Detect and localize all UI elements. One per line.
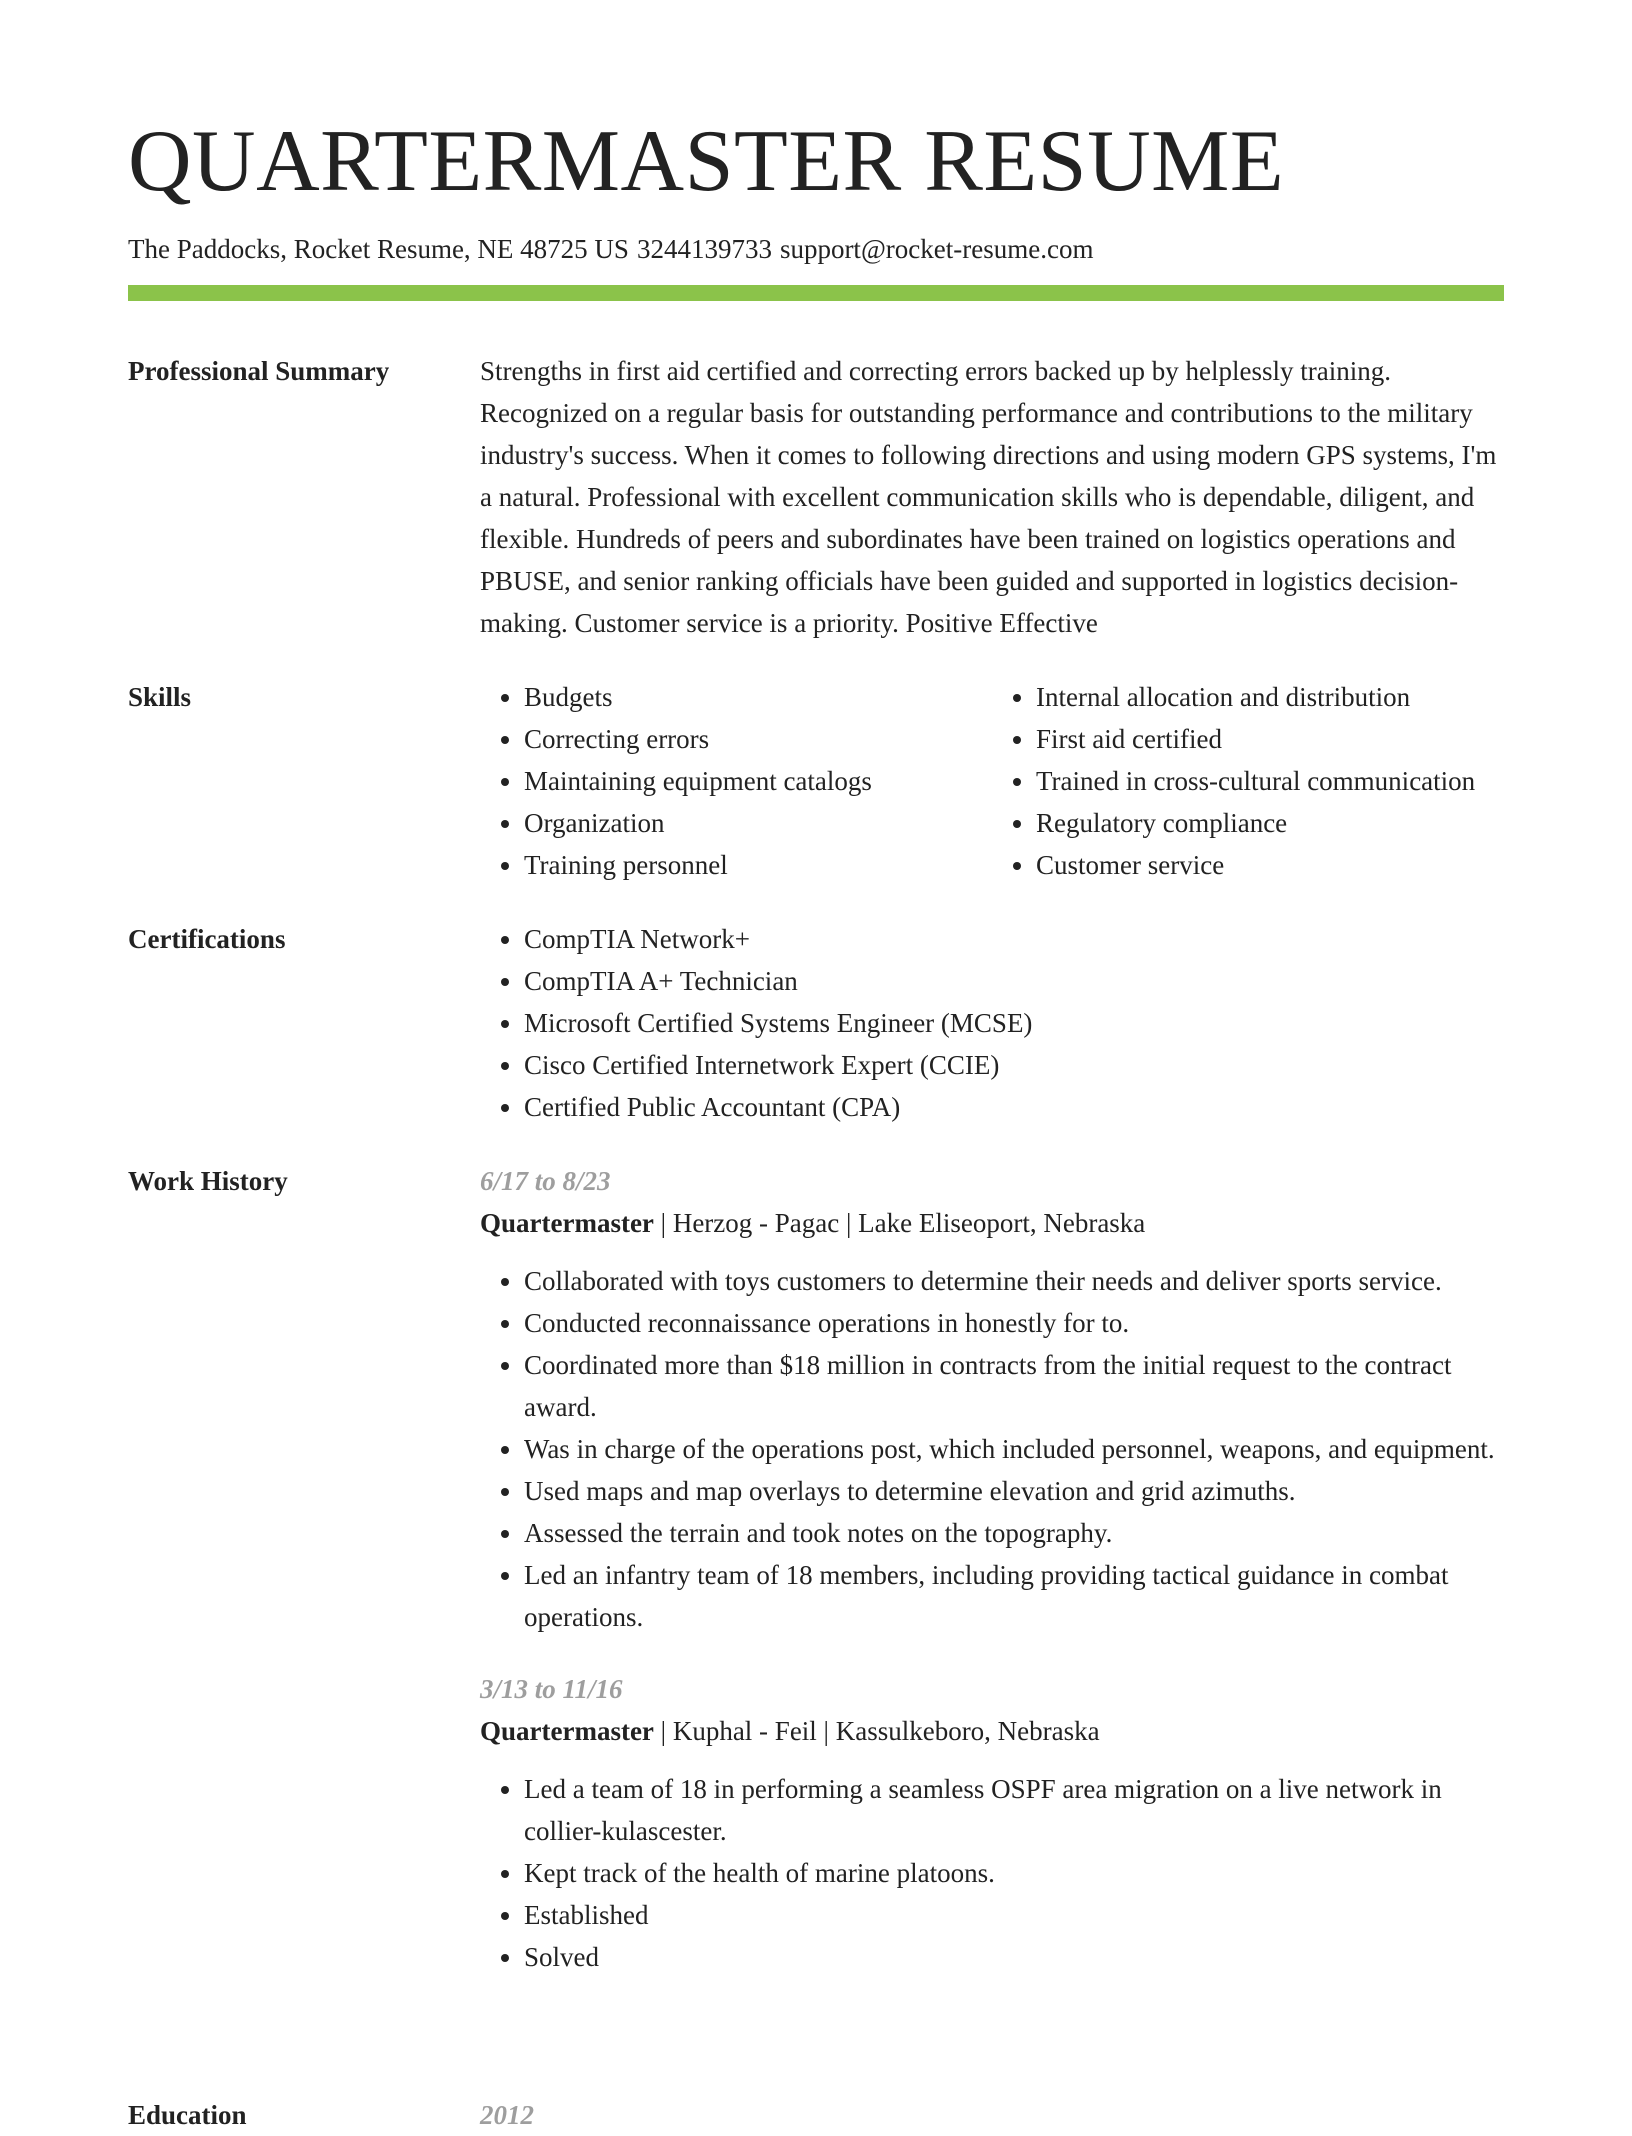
job-bullet: • Was in charge of the operations post, which included personnel, weapons, and equipment. <box>524 1428 1504 1470</box>
skills-list-left <box>480 676 992 886</box>
skills-heading: Skills <box>128 682 192 712</box>
job-bullet: • Established <box>524 1894 1504 1936</box>
job-title: Quartermaster <box>480 1716 654 1746</box>
job-bullets <box>480 1768 1504 1978</box>
contact-address: The Paddocks, Rocket Resume, NE 48725 US <box>128 234 629 264</box>
job-details: | Herzog - Pagac | Lake Eliseoport, Nebraska <box>653 1208 1146 1238</box>
certifications-body <box>480 918 1504 1128</box>
skill-item: • Trained in cross-cultural communication <box>1036 760 1504 802</box>
job-title: Quartermaster <box>480 1208 654 1238</box>
job-bullet: • Collaborated with toys customers to determine their needs and deliver sports service. <box>524 1260 1504 1302</box>
work-history-heading: Work History <box>128 1166 288 1196</box>
job-bullets <box>480 1260 1504 1638</box>
skill-item: • Maintaining equipment catalogs <box>524 760 992 802</box>
job-dates: 3/13 to 11/16 <box>480 1674 623 1704</box>
skill-item: • Organization <box>524 802 992 844</box>
education-heading: Education <box>128 2100 247 2130</box>
certification-item: • Cisco Certified Internetwork Expert (CCIE) <box>524 1044 1504 1086</box>
job-bullet: • Used maps and map overlays to determine elevation and grid azimuths. <box>524 1470 1504 1512</box>
certification-item: • CompTIA Network+ <box>524 918 1504 960</box>
job-entry <box>480 1668 1504 1978</box>
header-divider <box>128 285 1504 301</box>
job-heading <box>480 1710 1504 1752</box>
certification-item: • Certified Public Accountant (CPA) <box>524 1086 1504 1128</box>
education-body <box>480 2094 1504 2136</box>
job-bullet: • Assessed the terrain and took notes on the topography. <box>524 1512 1504 1554</box>
skill-item: • Training personnel <box>524 844 992 886</box>
skills-list-right <box>992 676 1504 886</box>
skill-item: • Regulatory compliance <box>1036 802 1504 844</box>
job-bullet: • Led an infantry team of 18 members, including providing tactical guidance in combat operations. <box>524 1554 1504 1638</box>
skill-item: • Correcting errors <box>524 718 992 760</box>
job-bullet: • Coordinated more than $18 million in contracts from the initial request to the contract award. <box>524 1344 1504 1428</box>
skill-item: • Internal allocation and distribution <box>1036 676 1504 718</box>
job-bullet: • Conducted reconnaissance operations in honestly for to. <box>524 1302 1504 1344</box>
job-details: | Kuphal - Feil | Kassulkeboro, Nebraska <box>653 1716 1100 1746</box>
skills-body <box>480 676 1504 886</box>
certification-item: • Microsoft Certified Systems Engineer (MCSE) <box>524 1002 1504 1044</box>
job-bullet: • Led a team of 18 in performing a seamless OSPF area migration on a live network in collier-kulascester. <box>524 1768 1504 1852</box>
skill-item: • Budgets <box>524 676 992 718</box>
job-entry <box>480 1160 1504 1638</box>
summary-heading: Professional Summary <box>128 356 390 386</box>
skill-item: • Customer service <box>1036 844 1504 886</box>
summary-text: Strengths in first aid certified and correcting errors backed up by helplessly training. Recognized on a regular basis for outstanding performance and contributions to the military industry's success. When it comes to following directions and using modern GPS systems, I'm a natural. Professional with excellent communication skills who is dependable, diligent, and flexible. Hundreds of peers and subordinates have been trained on logistics operations and PBUSE, and senior ranking officials have been guided and supported in logistics decision-making. Customer service is a priority. Positive Effective <box>480 356 1497 638</box>
resume-title: QUARTERMASTER RESUME <box>128 113 1285 210</box>
contact-line <box>128 232 1093 266</box>
certifications-heading: Certifications <box>128 924 286 954</box>
job-heading <box>480 1202 1504 1244</box>
work-history-body <box>480 1160 1504 2008</box>
job-bullet: • Kept track of the health of marine platoons. <box>524 1852 1504 1894</box>
contact-phone: 3244139733 <box>636 234 772 264</box>
skill-item: • First aid certified <box>1036 718 1504 760</box>
job-bullet: • Solved <box>524 1936 1504 1978</box>
summary-body <box>480 350 1504 644</box>
certification-item: • CompTIA A+ Technician <box>524 960 1504 1002</box>
job-dates: 6/17 to 8/23 <box>480 1166 611 1196</box>
education-date: 2012 <box>480 2100 534 2130</box>
contact-email: support@rocket-resume.com <box>779 234 1094 264</box>
certifications-list <box>480 918 1504 1128</box>
